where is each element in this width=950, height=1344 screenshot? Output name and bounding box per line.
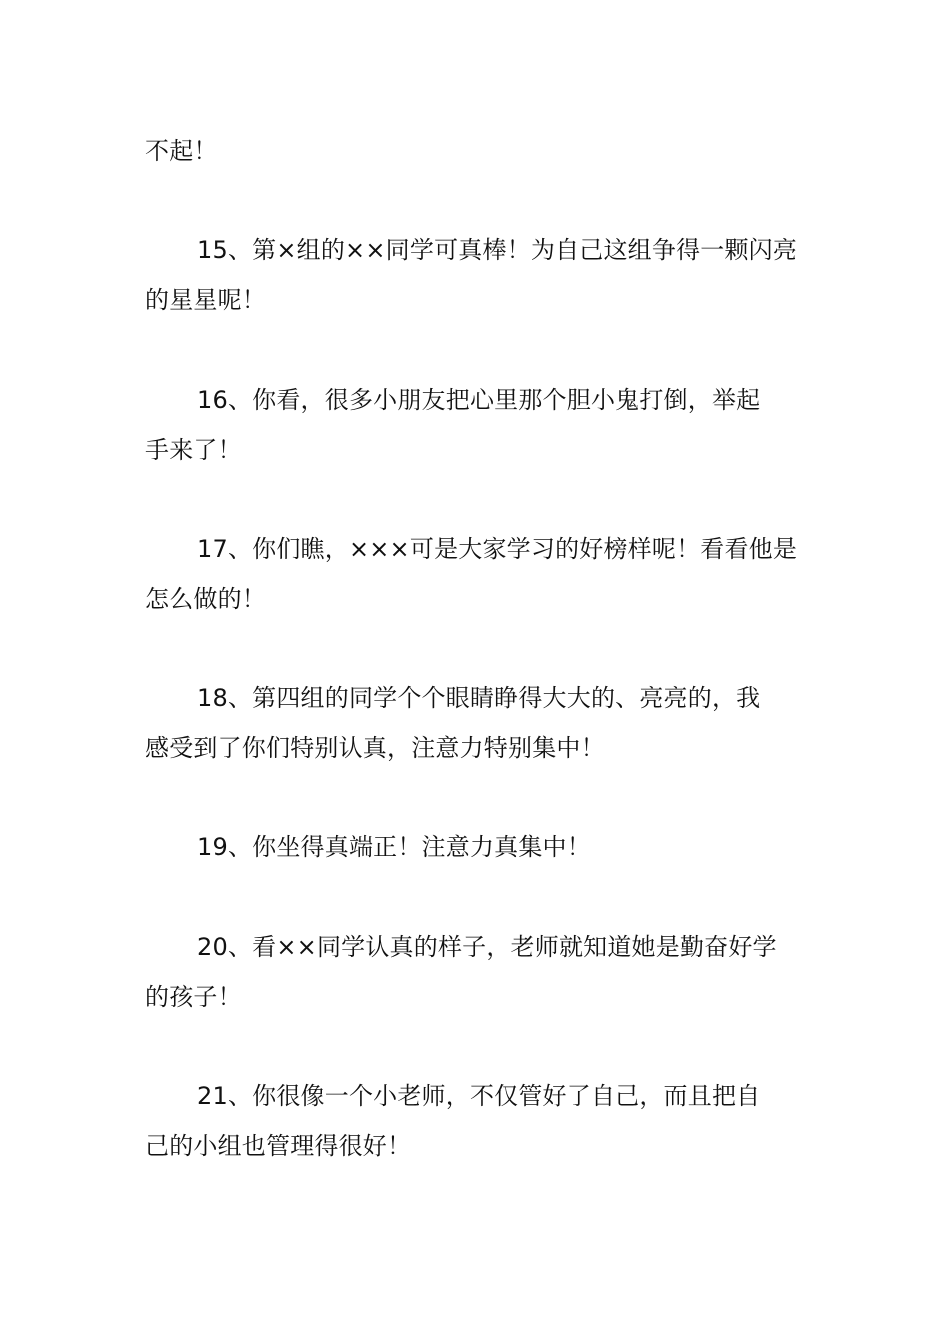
paragraph-15 [145,225,807,325]
paragraph-line: 15、第×组的××同学可真棒！为自己这组争得一颗闪亮 [197,236,798,264]
paragraph-line: 己的小组也管理得很好！ [145,1132,412,1160]
paragraph-line: 17、你们瞧，×××可是大家学习的好榜样呢！看看他是 [197,535,798,563]
paragraph-line: 手来了！ [145,436,242,464]
paragraph-line: 的孩子！ [145,983,242,1011]
paragraph-line: 16、你看，很多小朋友把心里那个胆小鬼打倒，举起 [197,386,761,414]
paragraph-16 [145,375,807,475]
paragraph-20 [145,922,807,1022]
paragraph-14-continuation [145,126,807,176]
paragraph-21 [145,1071,807,1171]
paragraph-line: 18、第四组的同学个个眼睛睁得大大的、亮亮的，我 [197,684,761,712]
paragraph-line: 不起！ [145,137,218,165]
paragraph-line: 19、你坐得真端正！注意力真集中！ [197,833,591,861]
paragraph-line: 感受到了你们特别认真，注意力特别集中！ [145,734,605,762]
paragraph-19 [145,822,807,872]
paragraph-line: 20、看××同学认真的样子，老师就知道她是勤奋好学 [197,933,777,961]
paragraph-line: 怎么做的！ [145,585,266,613]
paragraph-17 [145,524,807,624]
paragraph-line: 的星星呢！ [145,286,266,314]
paragraph-18 [145,673,807,773]
paragraph-line: 21、你很像一个小老师，不仅管好了自己，而且把自 [197,1082,761,1110]
